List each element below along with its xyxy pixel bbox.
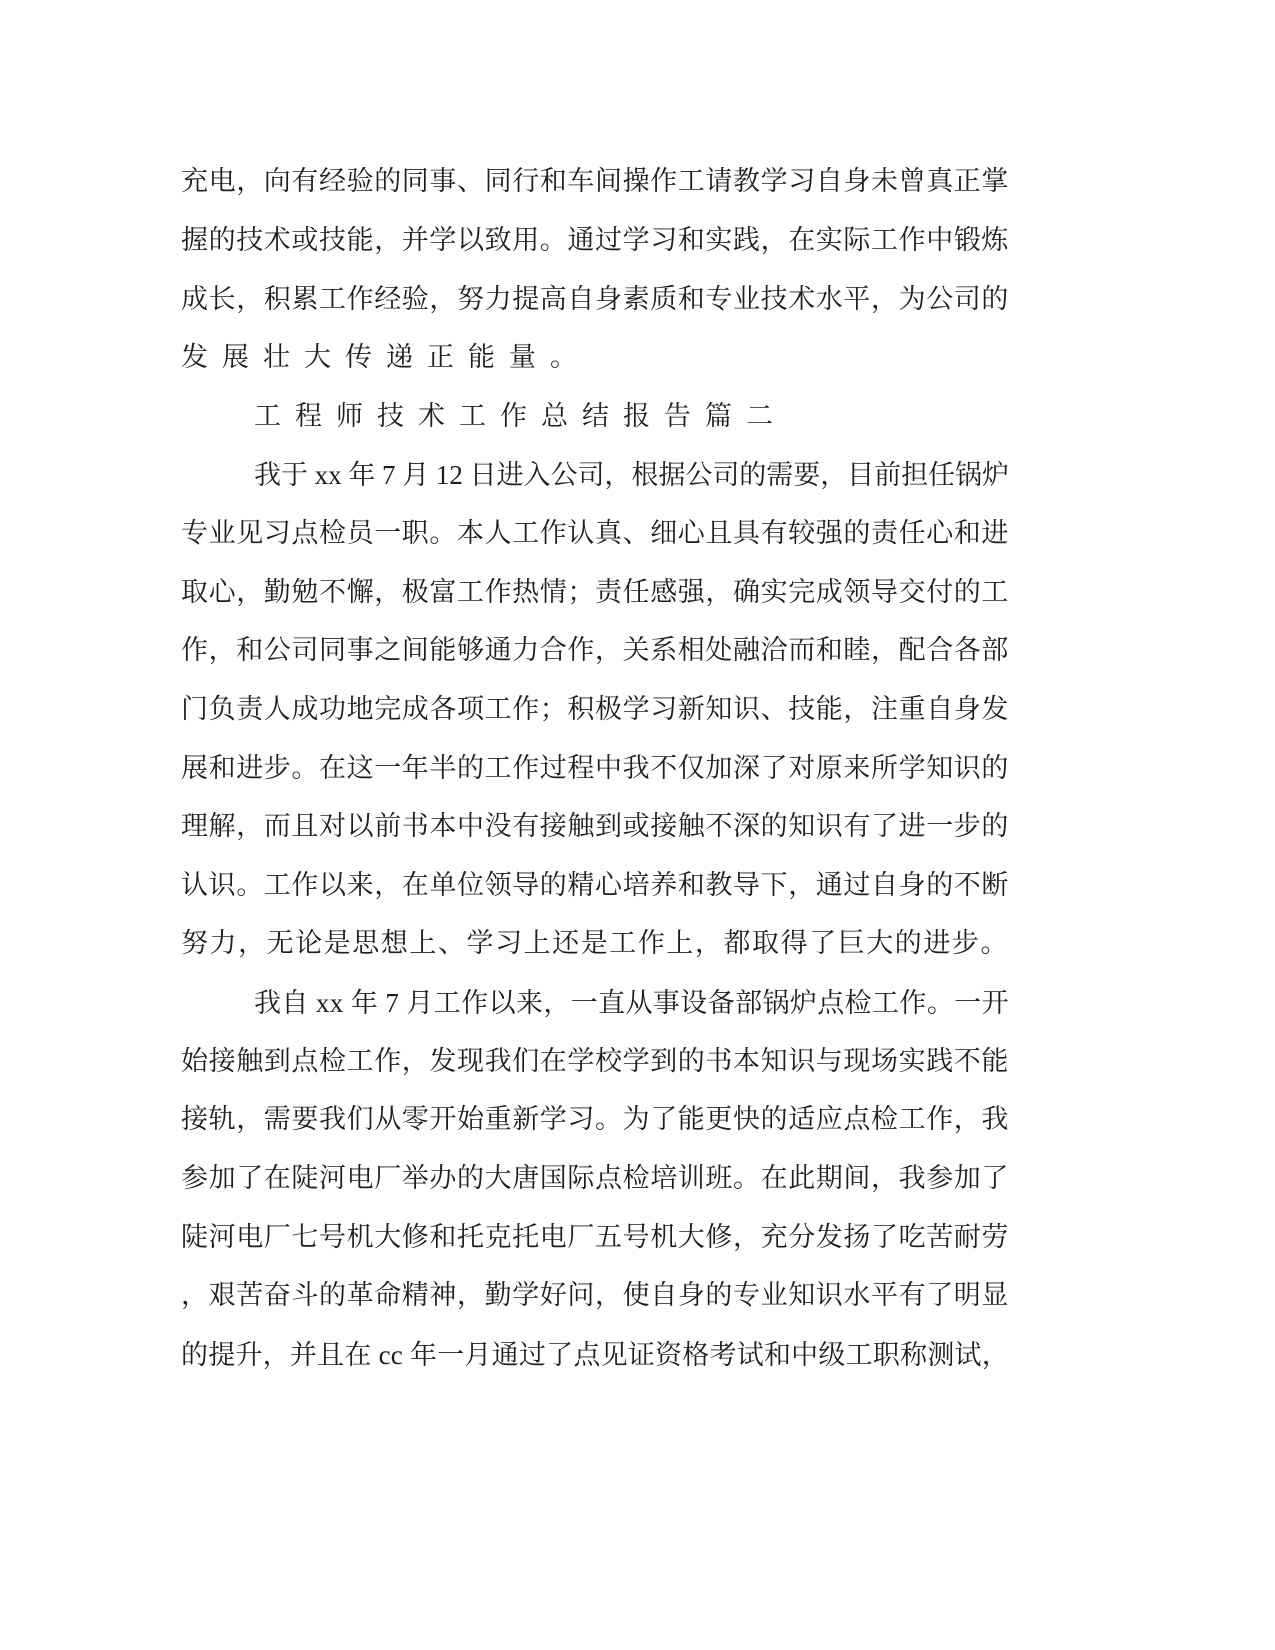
text-line: 握的技术或技能，并学以致用。通过学习和实践，在实际工作中锻炼 — [181, 225, 1009, 256]
text-line: 参加了在陡河电厂举办的大唐国际点检培训班。在此期间，我参加了 — [181, 1163, 1009, 1194]
text-line: 陡河电厂七号机大修和托克托电厂五号机大修，充分发扬了吃苦耐劳 — [181, 1222, 1009, 1253]
text-line: 取心，勤勉不懈，极富工作热情；责任感强，确实完成领导交付的工 — [181, 577, 1009, 608]
text-line: 我自 xx 年 7 月工作以来，一直从事设备部锅炉点检工作。一开 — [254, 988, 1009, 1018]
text-line: ，艰苦奋斗的革命精神，勤学好问，使自身的专业知识水平有了明显 — [181, 1280, 1009, 1311]
text-line: 接轨，需要我们从零开始重新学习。为了能更快的适应点检工作，我 — [181, 1104, 1009, 1135]
text-line: 努力，无论是思想上、学习上还是工作上，都取得了巨大的进步。 — [181, 928, 1009, 959]
text-line: 门负责人成功地完成各项工作；积极学习新知识、技能，注重自身发 — [181, 694, 1009, 725]
text-line: 的提升，并且在 cc 年一月通过了点见证资格考试和中级工职称测试， — [181, 1340, 1009, 1370]
text-line: 认识。工作以来，在单位领导的精心培养和教导下，通过自身的不断 — [181, 870, 1009, 901]
text-line: 成长，积累工作经验，努力提高自身素质和专业技术水平，为公司的 — [181, 284, 1009, 315]
text-line: 作，和公司同事之间能够通力合作，关系相处融洽而和睦，配合各部 — [181, 635, 1009, 666]
text-line: 发展壮大传递正能量。 — [181, 342, 591, 373]
text-line: 展和进步。在这一年半的工作过程中我不仅加深了对原来所学知识的 — [181, 753, 1009, 784]
text-line: 理解，而且对以前书本中没有接触到或接触不深的知识有了进一步的 — [181, 811, 1009, 842]
text-line: 充电，向有经验的同事、同行和车间操作工请教学习自身未曾真正掌 — [181, 166, 1009, 197]
text-line: 我于 xx 年 7 月 12 日进入公司，根据公司的需要，目前担任锅炉 — [254, 460, 1009, 490]
text-line: 始接触到点检工作，发现我们在学校学到的书本知识与现场实践不能 — [181, 1046, 1009, 1077]
text-line: 专业见习点检员一职。本人工作认真、细心且具有较强的责任心和进 — [181, 518, 1009, 549]
section-heading: 工程师技术工作总结报告篇二 — [254, 401, 787, 432]
